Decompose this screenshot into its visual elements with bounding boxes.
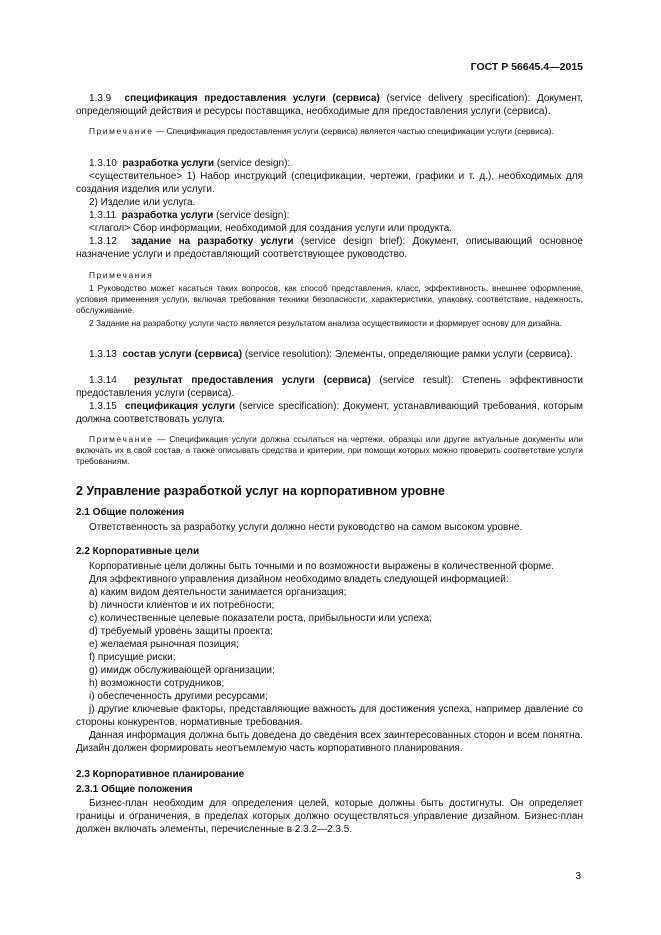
list-item-g: g) имидж обслуживающей организации; [89,665,275,676]
term-1-3-12: 1.3.12 задание на разработку услуги (service design brief): Документ, описывающий основное назначение услуги и предоставляющий соответствующее руководство. [76,236,583,260]
list-item-b: b) личности клиентов и их потребности; [89,600,275,611]
list-item-f: f) присущие риски; [89,652,176,663]
note-1-3-12-item2: 2 Задание на разработку услуги часто является результатом анализа осуществимости и формирует основу для дизайна. [89,318,562,328]
term-1-3-10-line2: 2) Изделие или услуга. [89,197,196,208]
list-item-a: а) каким видом деятельности занимается организация; [89,587,347,598]
page-number: 3 [575,871,581,882]
term-1-3-9: 1.3.9 спецификация предоставления услуги (сервиса) (service delivery specification): Документ, определяющий действия и ресурсы поставщика, необходимые для предоставления услуги (сервиса). [76,93,584,117]
term-1-3-11-line1: <глагол> Сбор информации, необходимой для создания услуги или продукта. [89,223,453,234]
term-1-3-10: 1.3.10 разработка услуги (service design): [89,158,291,169]
section-2-2-p1: Корпоративные цели должны быть точными и по возможности выражены в количественной форме. [89,561,554,572]
note-1-3-9: Примечание — Спецификация предоставления услуги (сервиса) является частью спецификации услуги (сервиса). [89,126,554,136]
term-1-3-13: 1.3.13 состав услуги (сервиса) (service resolution): Элементы, определяющие рамки услуги (сервиса). [89,349,573,360]
document-code: ГОСТ Р 56645.4—2015 [470,61,583,73]
list-item-h: h) возможности сотрудников; [89,678,225,689]
list-item-i: i) обеспеченность другими ресурсами; [89,691,268,702]
section-2-3-1-title: 2.3.1 Общие положения [76,784,193,795]
note-1-3-12-item1: 1 Руководство может касаться таких вопросов, как способ представления, класс, эффективность, внешнее оформление, условия применения услуги, включая требования техники безопасности, характеристики, упаковку, соответствие, надежность, обслуживание. [76,283,583,315]
list-item-d: d) требуемый уровень защиты проекта; [89,626,273,637]
term-1-3-10-line1: <существительное> 1) Набор инструкций (спецификации, чертежи, графики и т. д.), необходимых для создания изделия или услуги. [76,171,583,195]
term-1-3-11: 1.3.11 разработка услуги (service design): [89,210,290,221]
term-1-3-14: 1.3.14 результат предоставления услуги (сервиса) (service result): Степень эффективности предоставления услуги (сервиса). [76,375,584,399]
list-item-c: с) количественные целевые показатели роста, прибыльности или успеха; [89,613,432,624]
list-item-e: е) желаемая рыночная позиция; [89,639,239,650]
notes-label-1-3-12: Примечания [89,270,154,280]
term-1-3-15: 1.3.15 спецификация услуги (service specification): Документ, устанавливающий требования, которым должна соответствовать услуга. [76,401,584,425]
section-2-3-1-text: Бизнес-план необходим для определения целей, которые должны быть достигнуты. Он определяет границы и ограничения, в пределах которых должно осуществляться управление дизайном. Бизнес-план должен включать элементы, перечисленные в 2.3.2—2.3.5. [76,798,583,835]
section-2-2-title: 2.2 Корпоративные цели [76,546,200,557]
section-2-1-text: Ответственность за разработку услуги должно нести руководство на самом высоком уровне. [89,522,523,533]
section-2-2-p2: Для эффективного управления дизайном необходимо владеть следующей информацией: [89,574,509,585]
section-2-1-title: 2.1 Общие положения [76,507,185,518]
list-item-j: j) другие ключевые факторы, представляющие важность для достижения успеха, например давление со стороны конкурентов, нормативные требования. [76,704,583,728]
note-1-3-15: Примечание — Спецификация услуги должна ссылаться на чертежи, образцы или другие актуальные документы или включать их в свой состав, а также описывать средства и критерии, при помощи которых можно проверить соответствие услуги требованиям. [76,434,583,466]
section-2-3-title: 2.3 Корпоративное планирование [76,769,245,780]
section-2-title: 2 Управление разработкой услуг на корпоративном уровне [76,484,445,498]
section-2-2-p3: Данная информация должна быть доведена до сведения всех заинтересованных сторон и всем понятна. Дизайн должен формировать неотъемлемую часть корпоративного планирования. [76,730,583,754]
